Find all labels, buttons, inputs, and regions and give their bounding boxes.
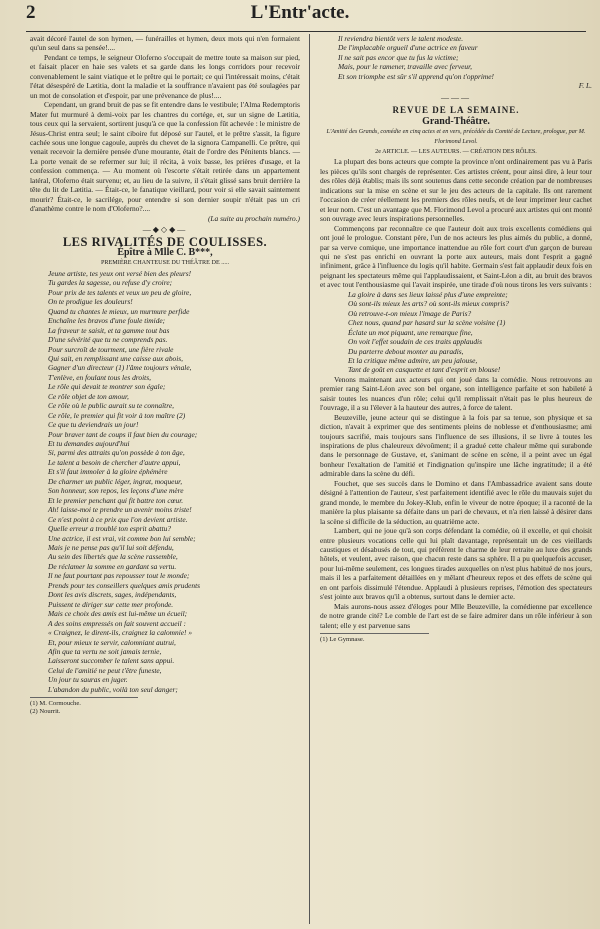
verse-line: Laisseront succomber le talent sans appui. <box>48 656 175 666</box>
header-rule <box>26 31 586 32</box>
article-title: LES RIVALITÉS DE COULISSES. <box>62 234 268 249</box>
verse-line: Afin que ta vertu ne soit jamais ternie, <box>48 647 162 656</box>
theatre-heading: Grand-Théâtre. <box>422 115 490 127</box>
verse-line: Et, pour mieux te servir, calomniant autrui, <box>48 637 176 647</box>
verse-line: Mais, pour le ramener, travaille avec ferveur, <box>338 62 473 72</box>
verse-line: On te prodigue les douleurs! <box>48 297 133 307</box>
verse-line: Et tu demandes aujourd'hui <box>48 439 130 449</box>
verse-line: Si, parmi des attraits qu'on possède à ton âge, <box>48 448 185 458</box>
verse-line: Il ne faut pourtant pas repousser tout le monde; <box>48 571 190 581</box>
verse-line: De l'implacable orgueil d'une actrice en faveur <box>338 43 478 53</box>
verse-line: Ce rôle objet de ton amour, <box>48 391 129 401</box>
verse-line: Éclate un mot piquant, une remarque fine, <box>348 327 473 337</box>
verse-line: Prends pour tes conseillers quelques amis prudents <box>48 580 201 590</box>
verse-line: Pour prix de tes talents et veux un peu de gloire, <box>48 287 192 297</box>
verse-line: Il reviendra bientôt vers le talent modeste. <box>338 34 464 43</box>
section-heading: REVUE DE LA SEMAINE. <box>392 105 520 116</box>
verse-line: De réclamer la somme en gardant sa vertu. <box>48 561 177 571</box>
verse-line: Ce rôle, le premier qui fit voir à ton maître (2) <box>48 410 186 420</box>
verse-line: Dont les avis discrets, sages, indépendants, <box>48 590 177 600</box>
verse-line: Tant de goût en casquette et tant d'esprit en blouse! <box>348 365 501 375</box>
verse-line: Celui de l'amitié ne peut t'être funeste, <box>48 665 162 675</box>
verse-line: Du parterre debout monter au paradis, <box>348 346 464 356</box>
paragraph: Fouchet, que ses succès dans le Domino et dans l'Ambassadrice avaient sans doute désigné à l'attention de l'auteur, s'est parfaitement identifié avec le rôle du mauvais sujet du grand monde, le membre du Jokey-Klub, enfin le viveur de notre époque; il a raconté de la manière la plus plaisante sa défaite dans un pari de chevaux, et n'a rien laissé à désirer dans la scène si difficile de la séduction, au quatrième acte. <box>320 478 592 526</box>
right-column <box>320 34 592 644</box>
verse-line: Puissent te diriger sur cette mer profonde. <box>48 599 174 609</box>
verse-line: Enchaîne les bravos d'une foule timide; <box>48 316 166 326</box>
paragraph: Lambert, qui ne joue qu'à son corps défendant la comédie, où il excelle, et qui choisit entre plusieurs vocations celle qui lui plaît davantage, représentait un de ces vieillards caustiques et désabusés de tout, qui préfèrent le charme de leur retraite au luxe des grands hôtels, et veulent, avec raison, que chacun reste dans sa sphère. Il a pu quelquefois accuser, pour lui-même seulement, ces longues tirades auxquelles on n'est plus habitué de nos jours, mais il les a parfaitement détaillées en y mêlant d'heureux repos et des effets de scène qui en ont parfois dissimulé l'étendue. Applaudi à plusieurs reprises, l'émotion des spectateurs s'est jointe aux bravos qu'il a obtenus, surtout dans le dernier acte. <box>320 526 592 602</box>
footnote: (1) Le Gymnase. <box>320 636 365 644</box>
paragraph: Pendant ce temps, le seigneur Oloferno s'occupait de mettre toute sa maison sur pied, et faisait placer en haie ses valets et sa garde dans les longs corridors pour recevoir convenablement le saint viatique et le prêtre qui le portait; ce qui l'intéressait moins, c'était l'état désespéré de Lætitia, dont la maladie et la souffrance n'avaient pas été soulagées par un mot de consolation et d'espoir, par une prévenance de plus!.... <box>30 52 300 100</box>
verse-line: Qui sait, en remplissant une caisse aux abois, <box>48 353 184 363</box>
paragraph: Venons maintenant aux acteurs qui ont joué dans la comédie. Nous retrouvons au premier rang Saint-Léon avec son bel organe, son intelligence parfaite et son habileté à saisir toutes les nuances d'un rôle; celui qu'il remplissait n'était pas le plus heureux de l'ouvrage, il a su l'élever à la hauteur des autres, à force de talent. <box>320 374 592 413</box>
footnote-rule <box>30 697 138 698</box>
page-number: 2 <box>26 2 36 23</box>
paragraph: Cependant, un grand bruit de pas se fit entendre dans le vestibule; l'Alma Redemptoris Mater fut murmuré à demi-voix par les chantres du cortége, et, sur un signe de Lætitia, tous ceux qui la servaient, sortirent jusqu'à ce que la confession fût achevée : le ministre de Jésus-Christ entra seul; le saint ciboire fut déposé sur l'autel, et le prêtre s'assit, la figure cachée sous une longue cagoule, auprès du chevet de la signora Campanelli. Ce prêtre, qui venait recevoir la dernière pensée d'une mourante, était de l'ordre des Pénitents blancs. — La porte venait de se refermer sur lui; il récita, à voix basse, les prières d'usage, et la confession commença. — Au moment où l'escorte s'était retirée dans un appartement latéral, Oloferno était survenu; et, au lieu de la suivre, il s'était glissé sans bruit derrière la tête du lit de Lætitia. — Était-ce, le fanatique vieillard, pour voir si elle savait saintement mourir? Était-ce, le sacrilége, pour entendre si son dernier soupir n'était pas un cri d'anathème contre le nom d'Oloferno?.... <box>30 100 300 214</box>
verse-line: Ce que tu deviendrais un jour! <box>48 420 139 430</box>
verse-line: Le talent a besoin de chercher d'autre appui, <box>48 457 181 467</box>
paragraph: avait décoré l'autel de son hymen, — funérailles et hymen, deux mots qui n'en formaient qu'un seul dans sa pensée!.... <box>30 34 300 53</box>
paragraph: Mais aurons-nous assez d'éloges pour Mlle Beuzeville, la comédienne par excellence de notre grande cité? Le comble de l'art est de se faire admirer dans un rôle inférieur à son talent; elle y est parvenue sans <box>320 601 592 630</box>
epitre-subtitle: PREMIÈRE CHANTEUSE DU THÉÂTRE DE ..... <box>100 259 230 267</box>
verse-line: Une actrice, il est vrai, vit comme bon lui semble; <box>48 533 196 543</box>
verse-line: Pour surcroît de tourment, une fière rivale <box>48 344 174 354</box>
verse-line: Pour braver tant de coups il faut bien du courage; <box>48 429 198 439</box>
article-subheading: 2e ARTICLE. — LES AUTEURS. — CRÉATION DES RÔLES. <box>375 147 537 155</box>
verse-line: Mais je ne pense pas qu'il lui soit défendu, <box>48 543 174 553</box>
verse-line: La gloire à dans ses lieux laissé plus d'une empreinte; <box>348 289 508 299</box>
play-lead: L'Amitié des Grands, comédie en cinq actes et en vers, précédée du Comité de Lecture, prologue, par M. Florimond Levol. <box>326 128 586 145</box>
verse-line: Ah! laisse-moi te prendre un avenir moins triste! <box>48 505 192 515</box>
verse-line: Un jour tu sauras en juger. <box>48 675 128 685</box>
verse-line: Son honneur, son repos, les leçons d'une mère <box>48 486 184 496</box>
verse-line: Au sein des libertés que la scène rassemble, <box>48 552 178 562</box>
verse-line: De charmer un public léger, ingrat, moqueur, <box>48 476 183 486</box>
footnote-rule <box>320 633 429 634</box>
verse-line: Ce n'est point à ce prix que l'on devient artiste. <box>48 514 188 524</box>
verse-line: Mais ce choix des amis est lui-même un écueil; <box>48 609 188 619</box>
verse-line: D'une sévérité que tu ne comprends pas. <box>48 335 168 345</box>
verse-line: La fraveur te saisit, et ta gamme tout bas <box>48 325 170 335</box>
verse-line: Quand tu chantes le mieux, un murmure perfide <box>48 306 190 316</box>
verse-line: Et la critique même admire, un peu jalouse, <box>348 355 478 365</box>
verse-line: Gagner d'un directeur (1) l'âme toujours vénale, <box>48 363 192 373</box>
verse-line: Il ne sait pas encor que tu fus la victime; <box>338 52 459 62</box>
epitre-heading: Épître à Mlle C. B***, <box>117 246 213 258</box>
verse-line: Où retrouve-t-on mieux l'image de Paris? <box>348 308 472 318</box>
verse-line: Le rôle qui devait te montrer son égale; <box>48 382 166 392</box>
verse-line: Quelle erreur a troublé ton esprit abattu? <box>48 524 172 534</box>
ornament-divider: ——— <box>441 92 471 102</box>
paragraph: Beuzeville, jeune acteur qui se distingue à la fois par sa tenue, son physique et sa diction, n'avait à exprimer que des sentiments pleins de noblesse et d'enthousiasme; ami toujours sacrifié, mais toujours sans l'influence de ses illusions, il se livre à toutes les inspirations de plus chaleureux dévoûment; il a gradué cette chaleur même qui surabonde dans le personnage de Gustave, et, s'animant de scène en scène, il a peint avec un égal bonheur l'exaltation de l'amitié et l'indignation qu'inspire une lâche ingratitude; il a été admirable dans la scène du défi. <box>320 412 592 479</box>
verse-line: Où sont-ils mieux les arts? où sont-ils mieux compris? <box>348 299 509 309</box>
continuation-note: (La suite au prochain numéro.) <box>207 213 300 223</box>
verse-line: (1) M. Cormouche. <box>30 700 81 708</box>
verse-line: « Craignez, le dirent-ils, craignez la calomnie! » <box>48 628 193 638</box>
verse-line: L'abandon du public, voilà ton seul danger; <box>48 684 178 694</box>
verse-line: Chez nous, quand par hasard sur la scène voisine (1) <box>348 318 506 328</box>
verse-line: Tu gardes la sagesse, ou refuse d'y croire; <box>48 278 173 288</box>
poem <box>30 269 300 694</box>
verse-line: Et s'il faut immoler à la gloire éphémère <box>48 467 168 477</box>
verse-line: A des soins empressés on fait souvent accueil : <box>48 618 186 628</box>
signature: F. L. <box>578 81 592 91</box>
paragraph: La plupart des bons acteurs que compte la province n'ont ordinairement pas vu à Paris les pièces qu'ils sont chargés de représenter. Ces artistes créent, pour ainsi dire, à leur tour des rôles déjà établis; mais ils sont soutenus dans cette seconde création par de nombreuses indications sur la mise en scène et sur le jeu des acteurs de la capitale. Ils ont rarement l'occasion de créer réellement les premiers des rôles neufs, et de leur imprimer leur cachet et leur nom. C'est un avantage que M. Florimond Levol a procuré aux artistes qui ont monté son ouvrage avec leurs inspirations personnelles. <box>320 157 592 224</box>
left-column <box>30 34 300 716</box>
verse-line: Ce rôle où le public aurait su te connaître, <box>48 401 174 411</box>
masthead-title: L'Entr'acte. <box>250 2 350 23</box>
poem-ending <box>320 34 592 81</box>
verse-line: Et son triomphe est sûr s'il apprend qu'on t'opprime! <box>338 71 494 81</box>
quoted-verses <box>320 290 592 375</box>
verse-line: On voit l'effet soudain de ces traits applaudis <box>348 337 482 347</box>
ornament-divider: —◆◇◆— <box>142 225 188 235</box>
verse-line: Jeune artiste, tes yeux ont versé bien des pleurs! <box>48 268 192 278</box>
verse-line: T'enlève, en foulant tous les droits, <box>48 372 151 382</box>
paragraph: Commençons par reconnaître ce que l'auteur doit aux trois excellents comédiens qui ont joué le prologue. Constant père, l'un de nos acteurs les plus aimés du public, a donné, par sa verve comique, une importance inattendue au rôle fort court d'un garçon de bureau qui ne s'est pas enrichi en ouvrant la porte aux auteurs, mais dont l'esprit a gagné infiniment, grâce à l'influence du logis qu'il habite. Germain s'est fait applaudir deux fois en peignant les spectateurs même qui l'applaudissaient, et Saint-Léon a dit, au bruit des bravos et avec tout l'enthousiasme qui l'avait inspirée, une tirade d'où nous tirons les vers suivants : <box>320 223 592 290</box>
footnotes <box>30 700 300 716</box>
verse-line: (2) Nourrit. <box>30 708 61 716</box>
verse-line: Et le premier penchant qui fit battre ton cœur. <box>48 495 184 505</box>
column-divider <box>309 34 310 924</box>
